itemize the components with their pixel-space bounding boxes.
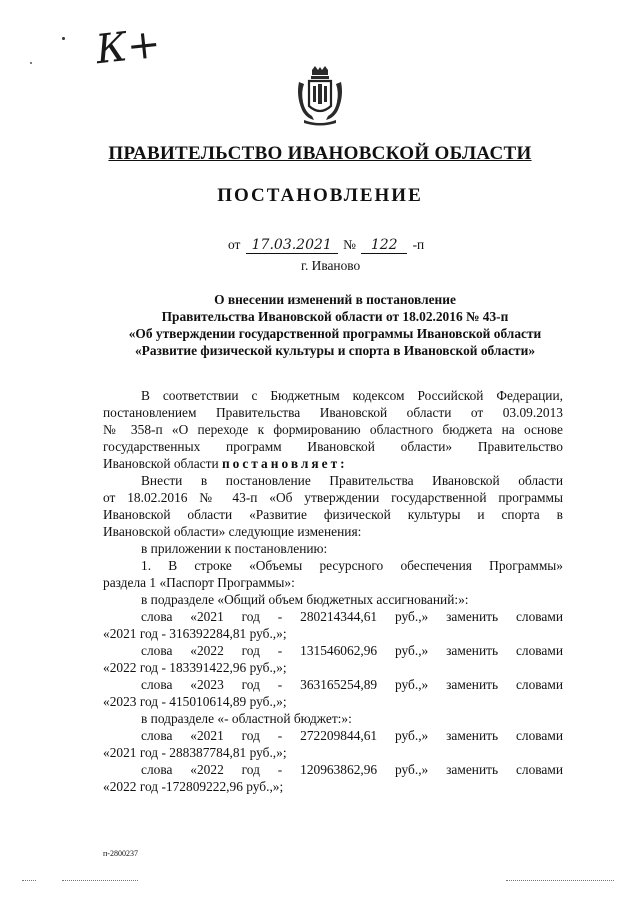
date-value: 17.03.2021 — [246, 237, 338, 254]
scan-artifact — [22, 880, 36, 881]
body-line: Ивановской области «Развитие физической культуры и спорта в — [103, 507, 563, 522]
document-body — [103, 387, 563, 795]
subject-heading — [100, 291, 570, 359]
subject-line: «Об утверждении государственной программы Ивановской области — [128, 326, 542, 341]
date-prefix: от — [228, 237, 241, 252]
coat-of-arms-emblem — [296, 66, 344, 126]
date-number-line — [228, 237, 424, 254]
body-line: Внести в постановление Правительства Ивановской области — [141, 473, 563, 488]
amendment-line: слова «2022 год - 120963862,96 руб.,» заменить словами — [141, 762, 563, 777]
amendment-line: слова «2022 год - 131546062,96 руб.,» заменить словами — [141, 643, 563, 658]
scan-speck — [62, 37, 65, 40]
body-line: 1. В строке «Объемы ресурсного обеспечения Программы» — [141, 558, 563, 573]
scan-artifact — [506, 880, 614, 881]
number-sign: № — [343, 237, 356, 252]
amendment-line: «2021 год - 288387784,81 руб.,»; — [103, 745, 287, 760]
body-text: Ивановской области — [103, 456, 222, 471]
body-line: постановлением Правительства Ивановской области от 03.09.2013 — [103, 405, 563, 420]
body-line: от 18.02.2016 № 43-п «Об утверждении государственной программы — [103, 490, 563, 505]
body-line: № 358-п «О переходе к формированию областного бюджета на основе — [103, 422, 563, 437]
amendment-line: слова «2021 год - 280214344,61 руб.,» заменить словами — [141, 609, 563, 624]
body-line: в подразделе «Общий объем бюджетных ассигнований:»: — [141, 592, 469, 607]
amendment-line: «2022 год - 183391422,96 руб.,»; — [103, 660, 287, 675]
body-line: в приложении к постановлению: — [141, 541, 328, 556]
subject-line: «Развитие физической культуры и спорта в Ивановской области» — [134, 343, 536, 358]
amendment-line: «2022 год -172809222,96 руб.,»; — [103, 779, 284, 794]
scan-artifact — [62, 880, 138, 881]
amendment-line: слова «2021 год - 272209844,61 руб.,» заменить словами — [141, 728, 563, 743]
body-line: государственных программ Ивановской области» Правительство — [103, 439, 563, 454]
resolves-keyword: постановляет: — [221, 456, 348, 471]
city: г. Иваново — [301, 258, 361, 273]
document-type-title: ПОСТАНОВЛЕНИЕ — [217, 185, 423, 206]
subject-line: О внесении изменений в постановление — [214, 292, 456, 307]
scan-speck — [30, 62, 32, 64]
handwritten-corner-mark: К+ — [93, 20, 163, 74]
body-line: раздела 1 «Паспорт Программы»: — [103, 575, 295, 590]
amendment-line: «2021 год - 316392284,81 руб.,»; — [103, 626, 287, 641]
government-title: ПРАВИТЕЛЬСТВО ИВАНОВСКОЙ ОБЛАСТИ — [108, 143, 532, 164]
number-value: 122 — [361, 237, 407, 254]
amendment-line: «2023 год - 415010614,89 руб.,»; — [103, 694, 287, 709]
subject-line: Правительства Ивановской области от 18.02.2016 № 43-п — [161, 309, 509, 324]
document-code: п-2800237 — [103, 849, 138, 858]
body-line: Ивановской области» следующие изменения: — [103, 524, 362, 539]
body-line: в подразделе «- областной бюджет:»: — [141, 711, 352, 726]
amendment-line: слова «2023 год - 363165254,89 руб.,» заменить словами — [141, 677, 563, 692]
body-line — [103, 455, 563, 472]
body-line: В соответствии с Бюджетным кодексом Российской Федерации, — [141, 388, 563, 403]
number-suffix: -п — [412, 237, 425, 252]
